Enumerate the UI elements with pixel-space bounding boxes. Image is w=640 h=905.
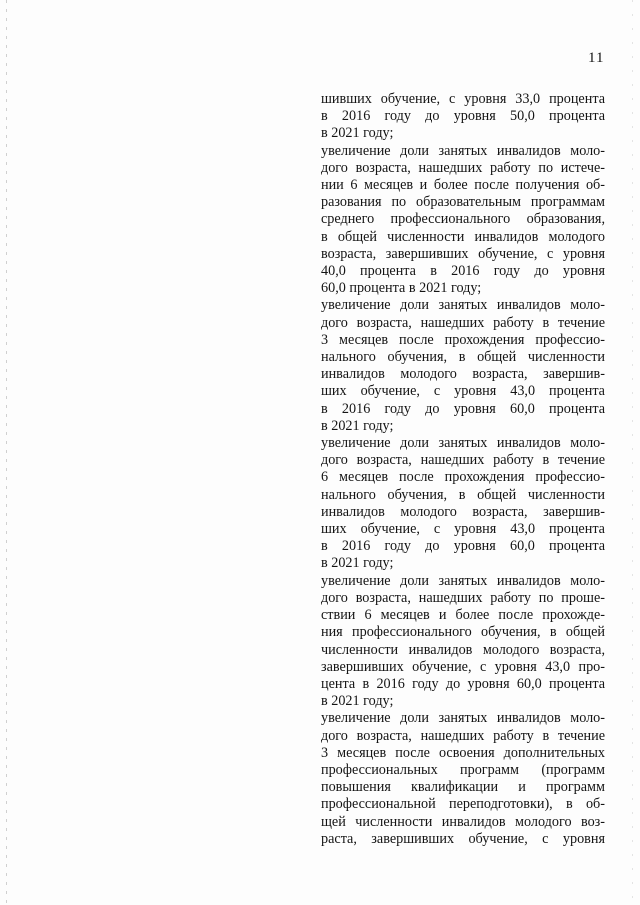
text-line: раста, завершивших обучение, с уровня [321, 830, 605, 847]
text-line: увеличение доли занятых инвалидов моло- [321, 435, 605, 452]
page-number: 11 [588, 50, 605, 66]
text-line: в 2016 году до уровня 50,0 процента [321, 108, 605, 125]
text-line: дого возраста, нашедших работу в течение [321, 314, 605, 331]
text-line: шивших обучение, с уровня 33,0 процента [321, 91, 605, 107]
text-line: щей численности инвалидов молодого воз- [321, 813, 605, 830]
text-line: 60,0 процента в 2021 году; [321, 280, 482, 297]
paragraph [321, 91, 605, 143]
text-line: в 2021 году; [321, 555, 394, 572]
text-line: среднего профессионального образования, [321, 211, 605, 228]
text-line: профессиональной переподготовки), в об- [321, 796, 605, 813]
paragraph [321, 297, 605, 435]
scan-edge-left [6, 0, 7, 905]
text-line: возраста, завершивших обучение, с уровня [321, 245, 605, 262]
text-line: дого возраста, нашедших работу в течение [321, 727, 605, 744]
text-line: увеличение доли занятых инвалидов моло- [321, 710, 605, 727]
text-line: дого возраста, нашедших работу в течение [321, 452, 605, 469]
text-line: завершивших обучение, с уровня 43,0 про- [321, 658, 605, 675]
text-line: в 2021 году; [321, 693, 394, 710]
text-line: в 2016 году до уровня 60,0 процента [321, 400, 605, 417]
text-line: ния профессионального обучения, в общей [321, 624, 605, 641]
text-column [321, 91, 605, 848]
text-line: профессиональных программ (программ [321, 761, 605, 778]
text-line: в 2021 году; [321, 125, 394, 142]
text-line: нального обучения, в общей численности [321, 349, 605, 366]
text-line: в общей численности инвалидов молодого [321, 228, 605, 245]
text-line: дого возраста, нашедших работу по истече- [321, 159, 605, 176]
text-line: 40,0 процента в 2016 году до уровня [321, 263, 605, 280]
scan-edge-right [632, 0, 633, 905]
paragraph [321, 710, 605, 848]
text-line: увеличение доли занятых инвалидов моло- [321, 297, 605, 314]
text-line: 6 месяцев после прохождения профессио- [321, 469, 605, 486]
text-line: 3 месяцев после прохождения профессио- [321, 331, 605, 348]
text-line: увеличение доли занятых инвалидов моло- [321, 572, 605, 589]
text-line: в 2021 году; [321, 417, 394, 434]
paragraph [321, 435, 605, 573]
text-line: цента в 2016 году до уровня 60,0 процента [321, 675, 605, 692]
text-line: 3 месяцев после освоения дополнительных [321, 744, 605, 761]
text-line: ствии 6 месяцев и более после прохожде- [321, 607, 605, 624]
text-line: ших обучение, с уровня 43,0 процента [321, 521, 605, 538]
text-line: в 2016 году до уровня 60,0 процента [321, 538, 605, 555]
text-line: ших обучение, с уровня 43,0 процента [321, 383, 605, 400]
text-line: повышения квалификации и программ [321, 779, 605, 796]
paragraph [321, 143, 605, 298]
text-line: инвалидов молодого возраста, завершив- [321, 366, 605, 383]
text-line: увеличение доли занятых инвалидов моло- [321, 142, 605, 159]
text-line: нии 6 месяцев и более после получения об- [321, 177, 605, 194]
paragraph [321, 573, 605, 711]
text-line: численности инвалидов молодого возраста, [321, 641, 605, 658]
text-line: инвалидов молодого возраста, завершив- [321, 503, 605, 520]
text-line: нального обучения, в общей численности [321, 486, 605, 503]
text-line: разования по образовательным программам [321, 194, 605, 211]
text-line: дого возраста, нашедших работу по проше- [321, 589, 605, 606]
